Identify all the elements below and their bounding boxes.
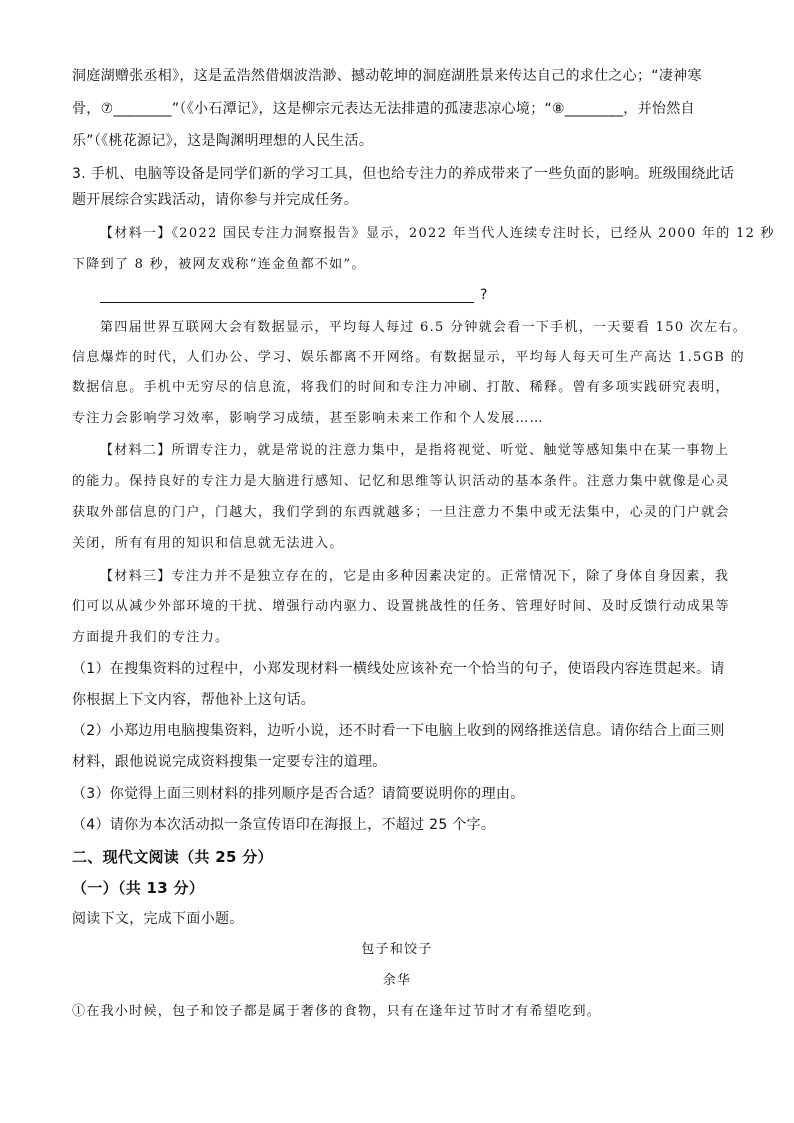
poem-answer-line-2: 骨，⑦________”（《小石潭记》，这是柳宗元表达无法排遣的孤凄悲凉心境；“⑧________，并怡然自 xyxy=(72,101,695,117)
material-1-line-2: 下降到了 8 秒，被网友戏称“连金鱼都不如”。 xyxy=(72,257,366,272)
sub-question-2-line-1: （2）小郑边用电脑搜集资料，边听小说，还不时看一下电脑上收到的网络推送信息。请你结合上面三则 xyxy=(72,723,725,739)
sub-question-1-line-1: （1）在搜集资料的过程中，小郑发现材料一横线处应该补充一个恰当的句子，使语段内容连贯起来。请 xyxy=(72,661,725,677)
sub-question-4: （4）请你为本次活动拟一条宣传语印在海报上，不超过 25 个字。 xyxy=(72,817,496,833)
material-2-line-3: 获取外部信息的门户，门越大，我们学到的东西就越多；一旦注意力不集中或无法集中，心灵的门户就会 xyxy=(72,505,730,520)
fill-in-blank-line xyxy=(100,302,474,303)
material-3-line-3: 方面提升我们的专注力。 xyxy=(72,630,230,645)
material-2-line-4: 关闭，所有有用的知识和信息就无法进入。 xyxy=(72,536,344,551)
material-1-line-3: 第四届世界互联网大会有数据显示，平均每人每过 6.5 分钟就会看一下手机，一天要看 150 次左右。 xyxy=(100,320,748,335)
sub-question-1-line-2: 你根据上下文内容，帮他补上这句话。 xyxy=(72,692,316,708)
question-3-intro-line-1: 3. 手机、电脑等设备是同学们新的学习工具，但也给专注力的养成带来了一些负面的影响。班级围绕此话 xyxy=(72,166,735,182)
section-2-heading: 二、现代文阅读（共 25 分） xyxy=(72,848,273,866)
material-1-line-1: 【材料一】《2022 国民专注力洞察报告》显示，2022 年当代人连续专注时长，已经从 2000 年的 12 秒 xyxy=(100,226,775,241)
material-2-line-2: 的能力。保持良好的专注力是大脑进行感知、记忆和思维等认识活动的基本条件。注意力集中就像是心灵 xyxy=(72,474,730,489)
reading-instruction: 阅读下文，完成下面小题。 xyxy=(72,911,244,927)
fill-in-question-mark: ? xyxy=(480,287,488,303)
material-3-line-1: 【材料三】专注力并不是独立存在的，它是由多种因素决定的。正常情况下，除了身体自身因素，我 xyxy=(100,569,730,584)
sub-question-2-line-2: 材料，跟他说说完成资料搜集一定要专注的道理。 xyxy=(72,754,387,770)
material-1-line-4: 信息爆炸的时代，人们办公、学习、娱乐都离不开网络。有数据显示，平均每人每天可生产高达 1.5GB 的 xyxy=(72,350,745,365)
question-3-intro-line-2: 题开展综合实践活动，请你参与并完成任务。 xyxy=(72,192,358,208)
material-3-line-2: 们可以从减少外部环境的干扰、增强行动内驱力、设置挑战性的任务、管理好时间、及时反馈行动成果等 xyxy=(72,599,730,614)
article-paragraph-1: ①在我小时候，包子和饺子都是属于奢侈的食物，只有在逢年过节时才有希望吃到。 xyxy=(72,1004,602,1019)
article-author: 余华 xyxy=(382,973,412,988)
material-2-line-1: 【材料二】所谓专注力，就是常说的注意力集中，是指将视觉、听觉、触觉等感知集中在某一事物上 xyxy=(100,443,730,458)
material-1-line-5: 数据信息。手机中无穷尽的信息流，将我们的时间和专注力冲刷、打散、稀释。曾有多项实践研究表明， xyxy=(72,380,730,395)
sub-question-3: （3）你觉得上面三则材料的排列顺序是否合适？请简要说明你的理由。 xyxy=(72,786,525,802)
poem-answer-line-3: 乐”（《桃花源记》，这是陶渊明理想的人民生活。 xyxy=(72,133,374,149)
poem-answer-line-1: 洞庭湖赠张丞相》，这是孟浩然借烟波浩渺、撼动乾坤的洞庭湖胜景来传达自己的求仕之心；“凄神寒 xyxy=(72,68,702,84)
material-1-line-6: 专注力会影响学习效率，影响学习成绩，甚至影响未来工作和个人发展…… xyxy=(72,411,544,426)
section-2-part-1-heading: （一）（共 13 分） xyxy=(72,879,205,897)
article-title: 包子和饺子 xyxy=(361,942,433,957)
